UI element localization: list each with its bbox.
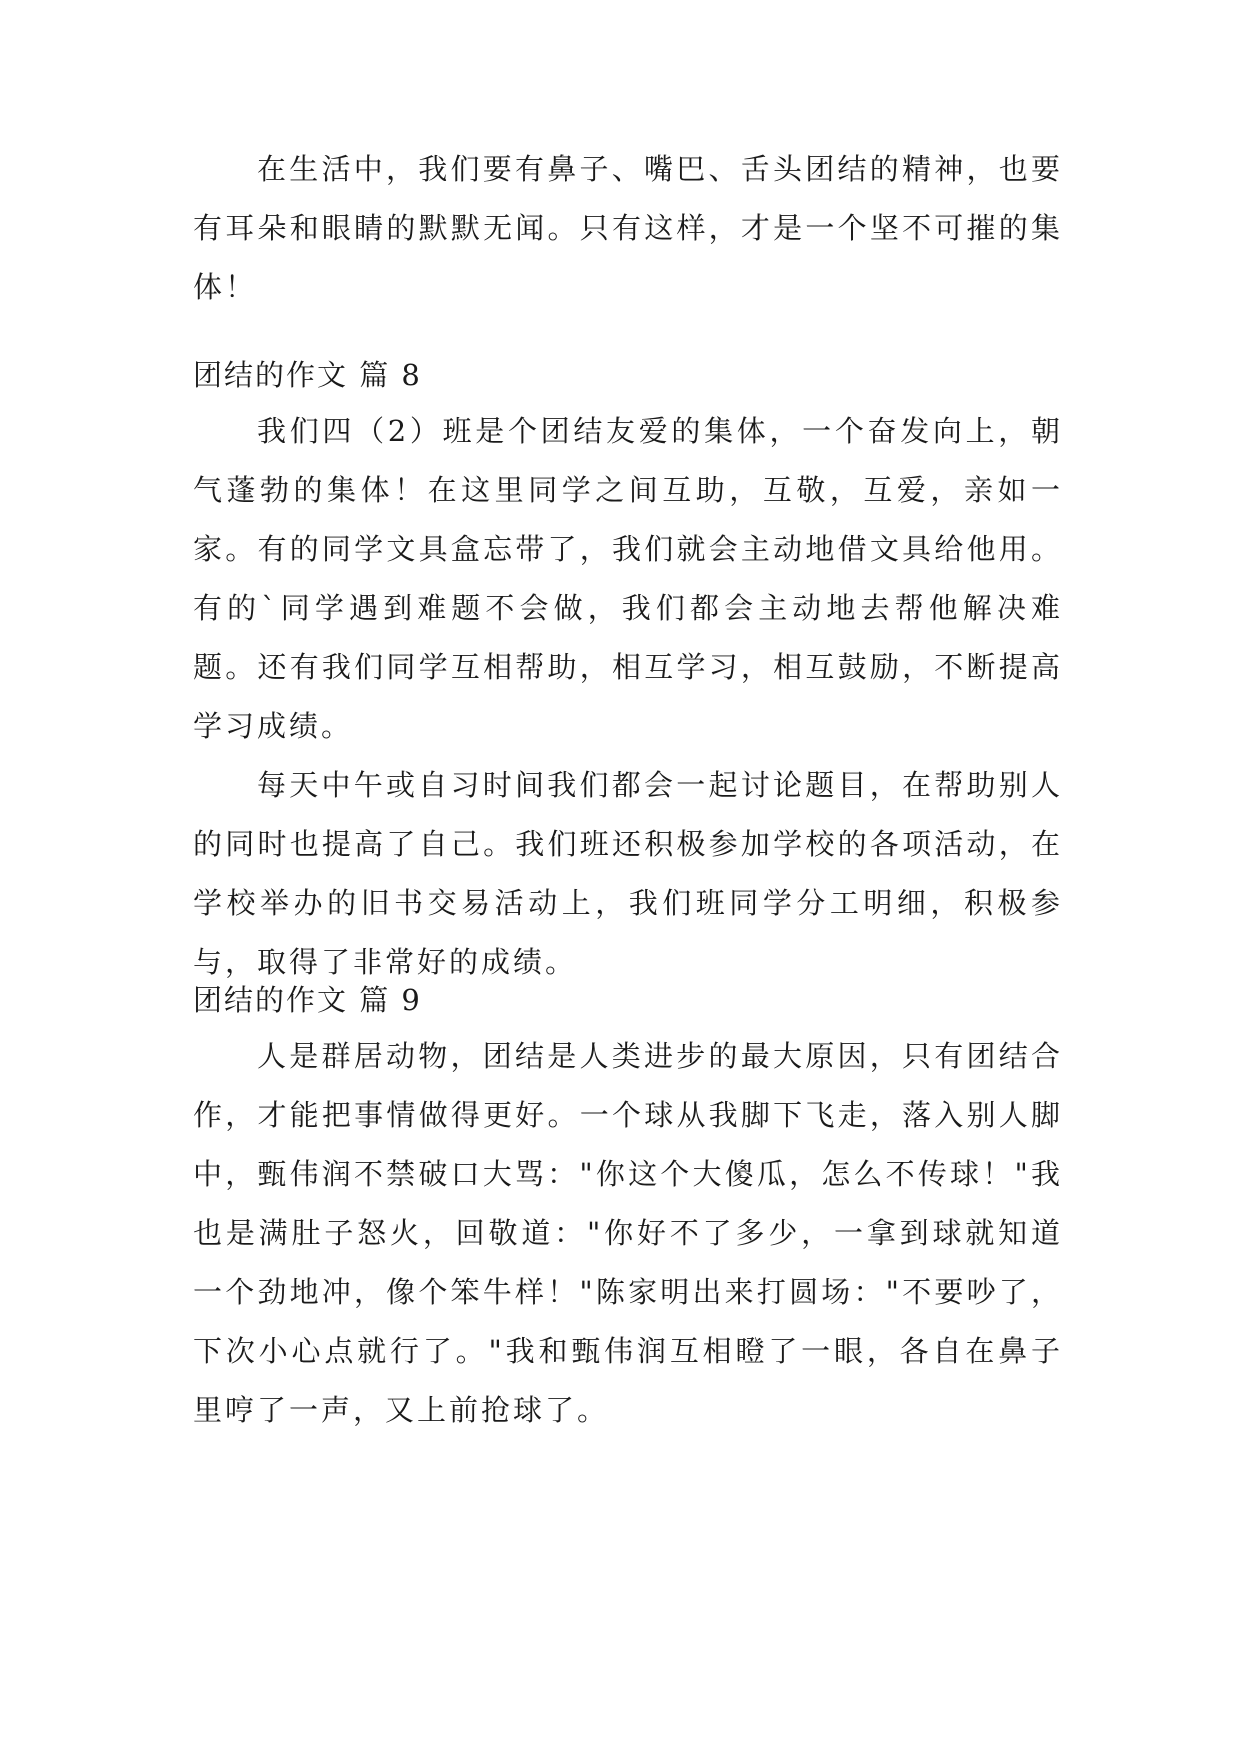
section-heading-9: 团结的作文 篇 9 bbox=[193, 983, 422, 1017]
section-9-body bbox=[193, 1027, 1063, 1440]
section-8-body bbox=[193, 402, 1063, 992]
section-heading-8: 团结的作文 篇 8 bbox=[193, 358, 422, 392]
paragraph: 在生活中，我们要有鼻子、嘴巴、舌头团结的精神，也要有耳朵和眼睛的默默无闻。只有这样，才是一个坚不可摧的集体！ bbox=[193, 152, 1063, 304]
paragraph: 人是群居动物，团结是人类进步的最大原因，只有团结合作，才能把事情做得更好。一个球从我脚下飞走，落入别人脚中，甄伟润不禁破口大骂："你这个大傻瓜，怎么不传球！"我也是满肚子怒火，回敬道："你好不了多少，一拿到球就知道一个劲地冲，像个笨牛样！"陈家明出来打圆场："不要吵了，下次小心点就行了。"我和甄伟润互相瞪了一眼，各自在鼻子里哼了一声，又上前抢球了。 bbox=[193, 1039, 1063, 1427]
paragraph: 我们四（2）班是个团结友爱的集体，一个奋发向上，朝气蓬勃的集体！在这里同学之间互助，互敬，互爱，亲如一家。有的同学文具盒忘带了，我们就会主动地借文具给他用。有的`同学遇到难题不会做，我们都会主动地去帮他解决难题。还有我们同学互相帮助，相互学习，相互鼓励，不断提高学习成绩。 bbox=[193, 414, 1063, 743]
paragraph: 每天中午或自习时间我们都会一起讨论题目，在帮助别人的同时也提高了自己。我们班还积极参加学校的各项活动，在学校举办的旧书交易活动上，我们班同学分工明细，积极参与，取得了非常好的成绩。 bbox=[193, 768, 1063, 979]
section-7-ending bbox=[193, 140, 1063, 317]
